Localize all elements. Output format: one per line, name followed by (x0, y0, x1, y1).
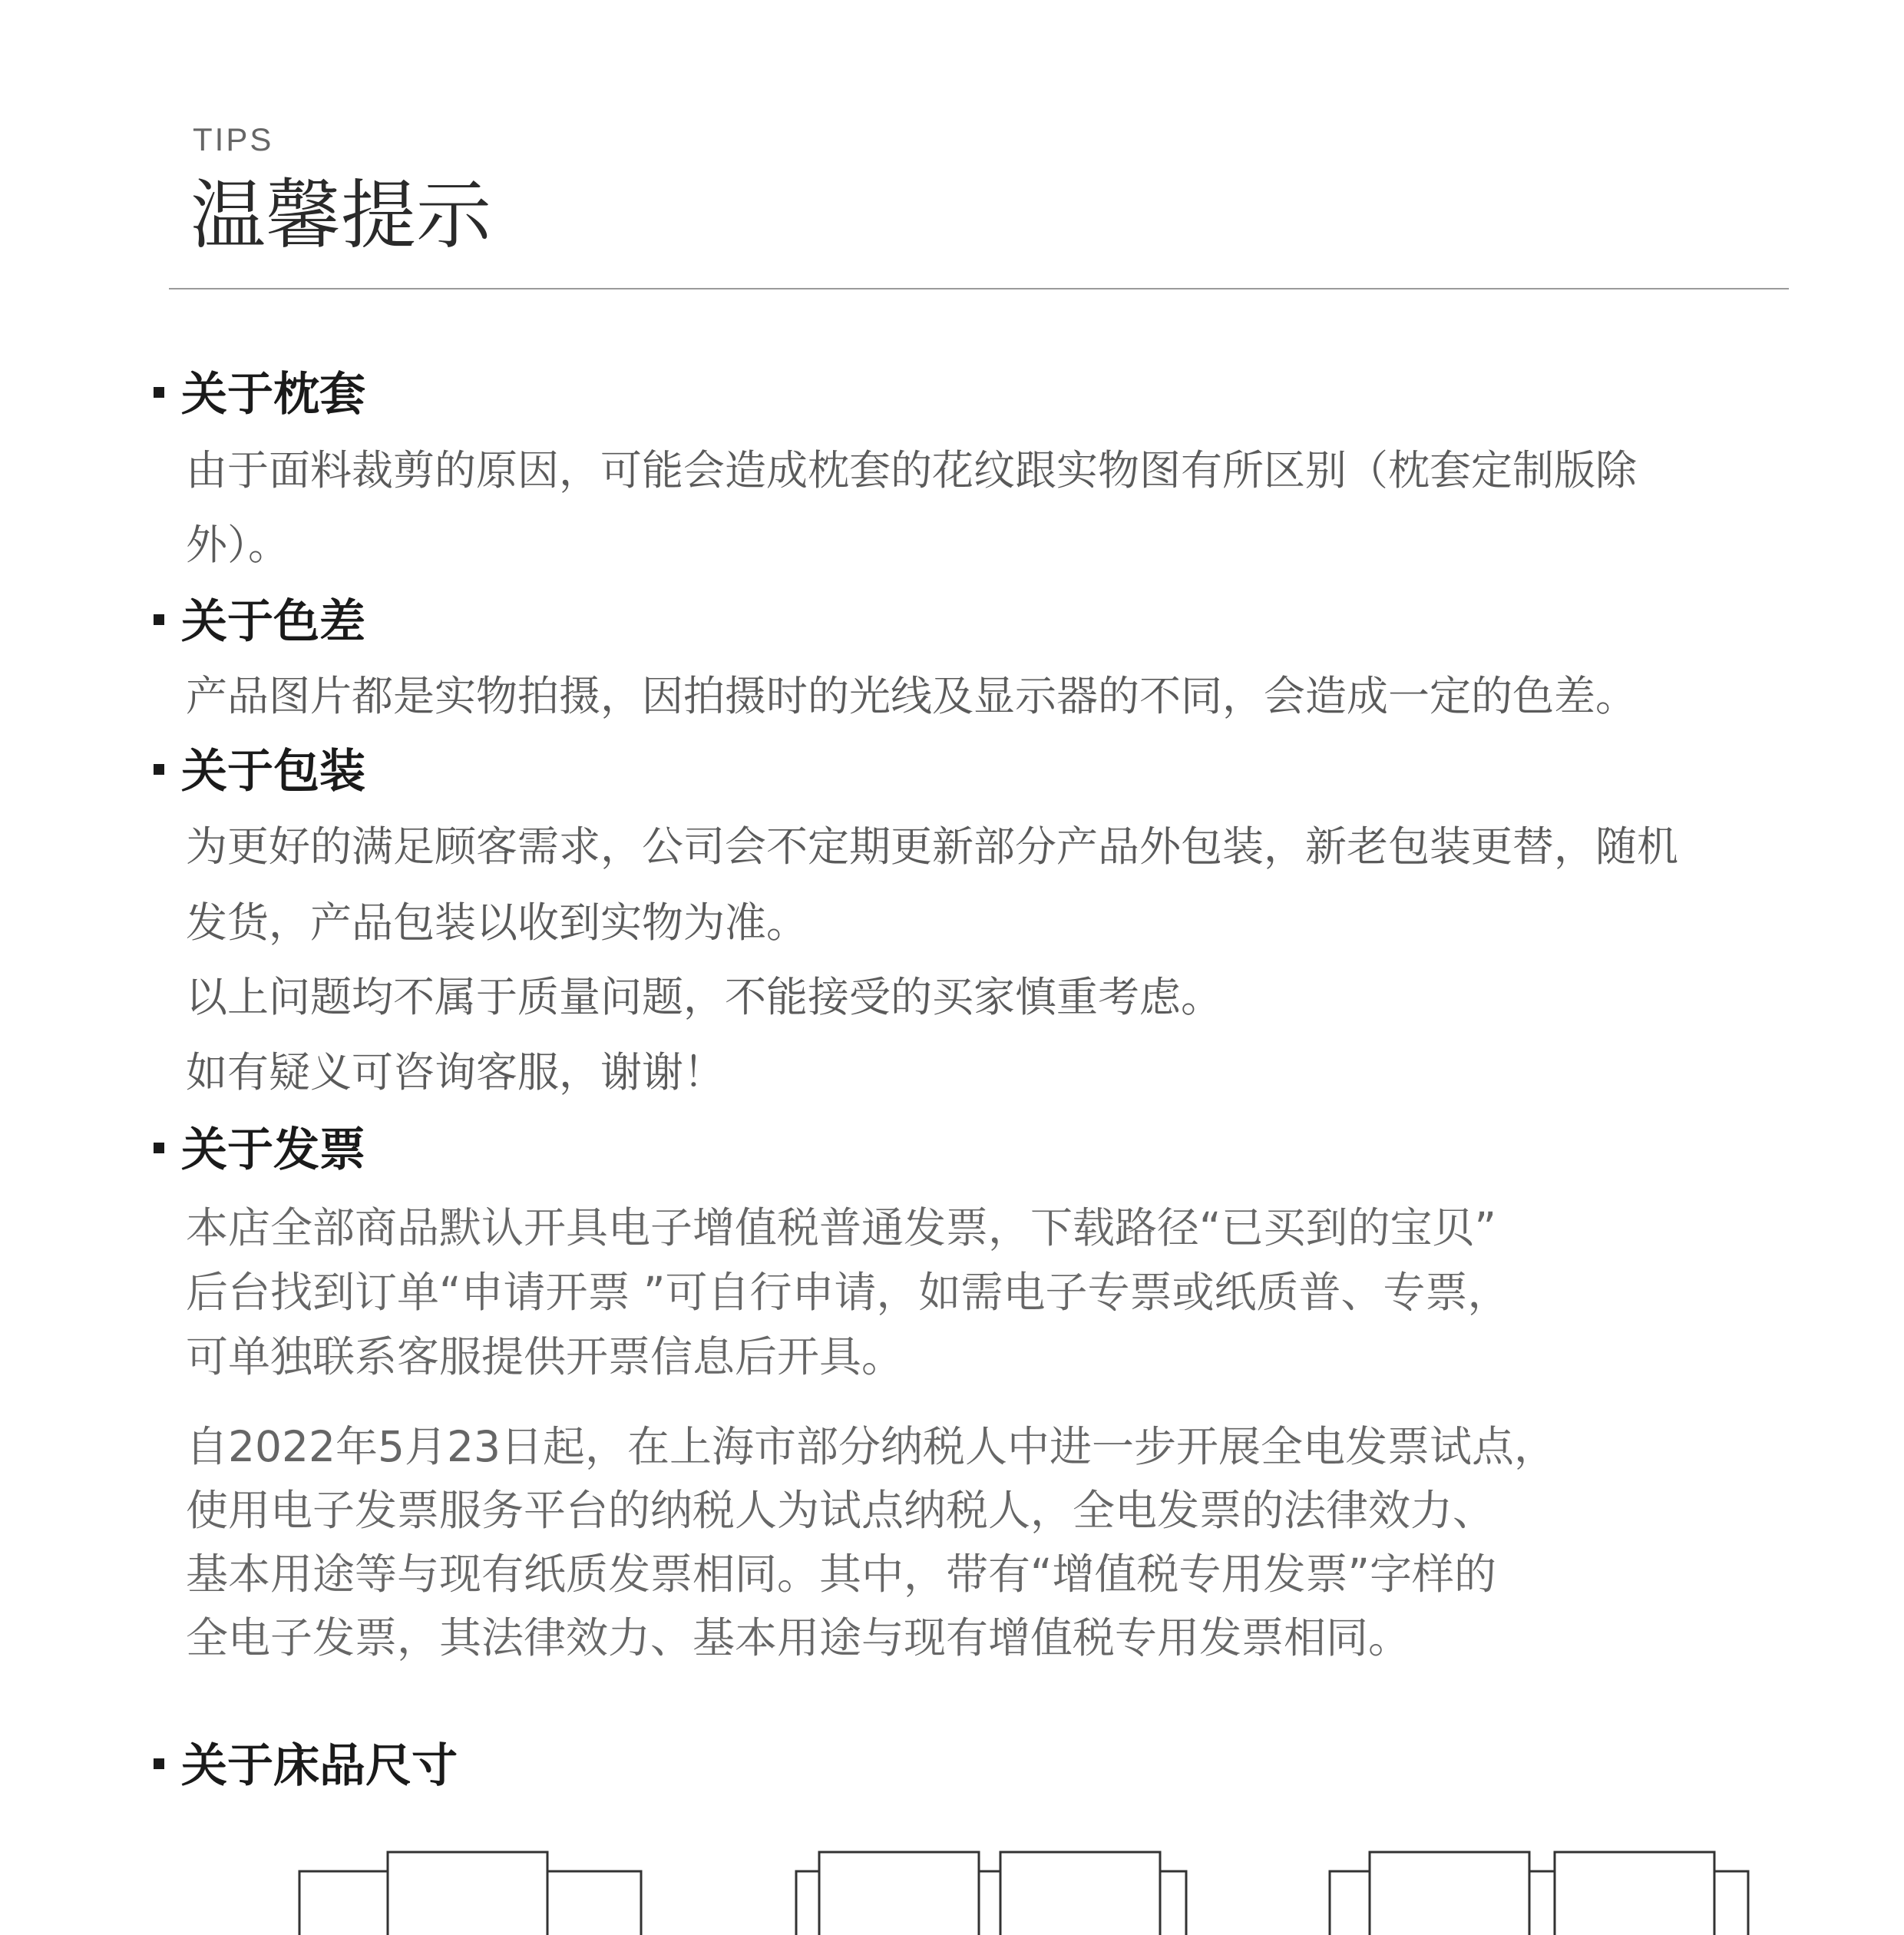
section-heading-invoice (154, 1123, 365, 1177)
bed-diagram-1 (299, 1852, 641, 1935)
color-line-1: 产品图片都是实物拍摄，因拍摄时的光线及显示器的不同，会造成一定的色差。 (186, 672, 1637, 720)
pillowcase-line-1: 由于面料裁剪的原因，可能会造成枕套的花纹跟实物图有所区别（枕套定制版除 (186, 446, 1637, 495)
section-heading-text: 关于包装 (181, 745, 365, 799)
packaging-line-3: 以上问题均不属于质量问题，不能接受的买家慎重考虑。 (186, 973, 1222, 1021)
bullet-marker (154, 764, 164, 775)
packaging-line-1: 为更好的满足顾客需求，公司会不定期更新部分产品外包装，新老包装更替，随机 (186, 822, 1678, 871)
invoice-line-6: 基本用途等与现有纸质发票相同。其中，带有“增值税专用发票”字样的 (186, 1550, 1496, 1599)
invoice-line-1: 本店全部商品默认开具电子增值税普通发票，下载路径“已买到的宝贝” (186, 1203, 1496, 1252)
packaging-line-4: 如有疑义可咨询客服，谢谢！ (186, 1048, 725, 1096)
section-heading-bedding (154, 1739, 458, 1793)
section-heading-text: 关于床品尺寸 (181, 1739, 458, 1793)
invoice-line-7: 全电子发票，其法律效力、基本用途与现有增值税专用发票相同。 (186, 1613, 1411, 1662)
invoice-line-2: 后台找到订单“申请开票 ”可自行申请，如需电子专票或纸质普、专票， (186, 1268, 1510, 1317)
section-heading-text: 关于发票 (181, 1123, 365, 1177)
bullet-marker (154, 614, 164, 625)
tips-label-en: TIPS (193, 121, 274, 157)
bullet-marker (154, 1758, 164, 1769)
bullet-marker (154, 387, 164, 398)
section-heading-color (154, 595, 365, 649)
bed-diagram-2 (796, 1852, 1186, 1935)
page-title: 温馨提示 (190, 172, 492, 260)
bullet-marker (154, 1143, 164, 1153)
section-heading-packaging (154, 745, 365, 799)
bed-diagram-3 (1330, 1852, 1748, 1935)
section-heading-pillowcase (154, 368, 365, 422)
invoice-line-4: 自2022年5月23日起，在上海市部分纳税人中进一步开展全电发票试点， (186, 1422, 1556, 1471)
section-heading-text: 关于枕套 (181, 368, 365, 422)
header-divider (169, 288, 1789, 289)
bedding-size-diagrams (0, 1843, 1904, 1935)
packaging-line-2: 发货，产品包装以收到实物为准。 (186, 898, 808, 947)
invoice-line-5: 使用电子发票服务平台的纳税人为试点纳税人，全电发票的法律效力、 (186, 1486, 1496, 1535)
invoice-line-3: 可单独联系客服提供开票信息后开具。 (186, 1332, 904, 1381)
pillowcase-line-2: 外）。 (186, 521, 289, 569)
section-heading-text: 关于色差 (181, 595, 365, 649)
